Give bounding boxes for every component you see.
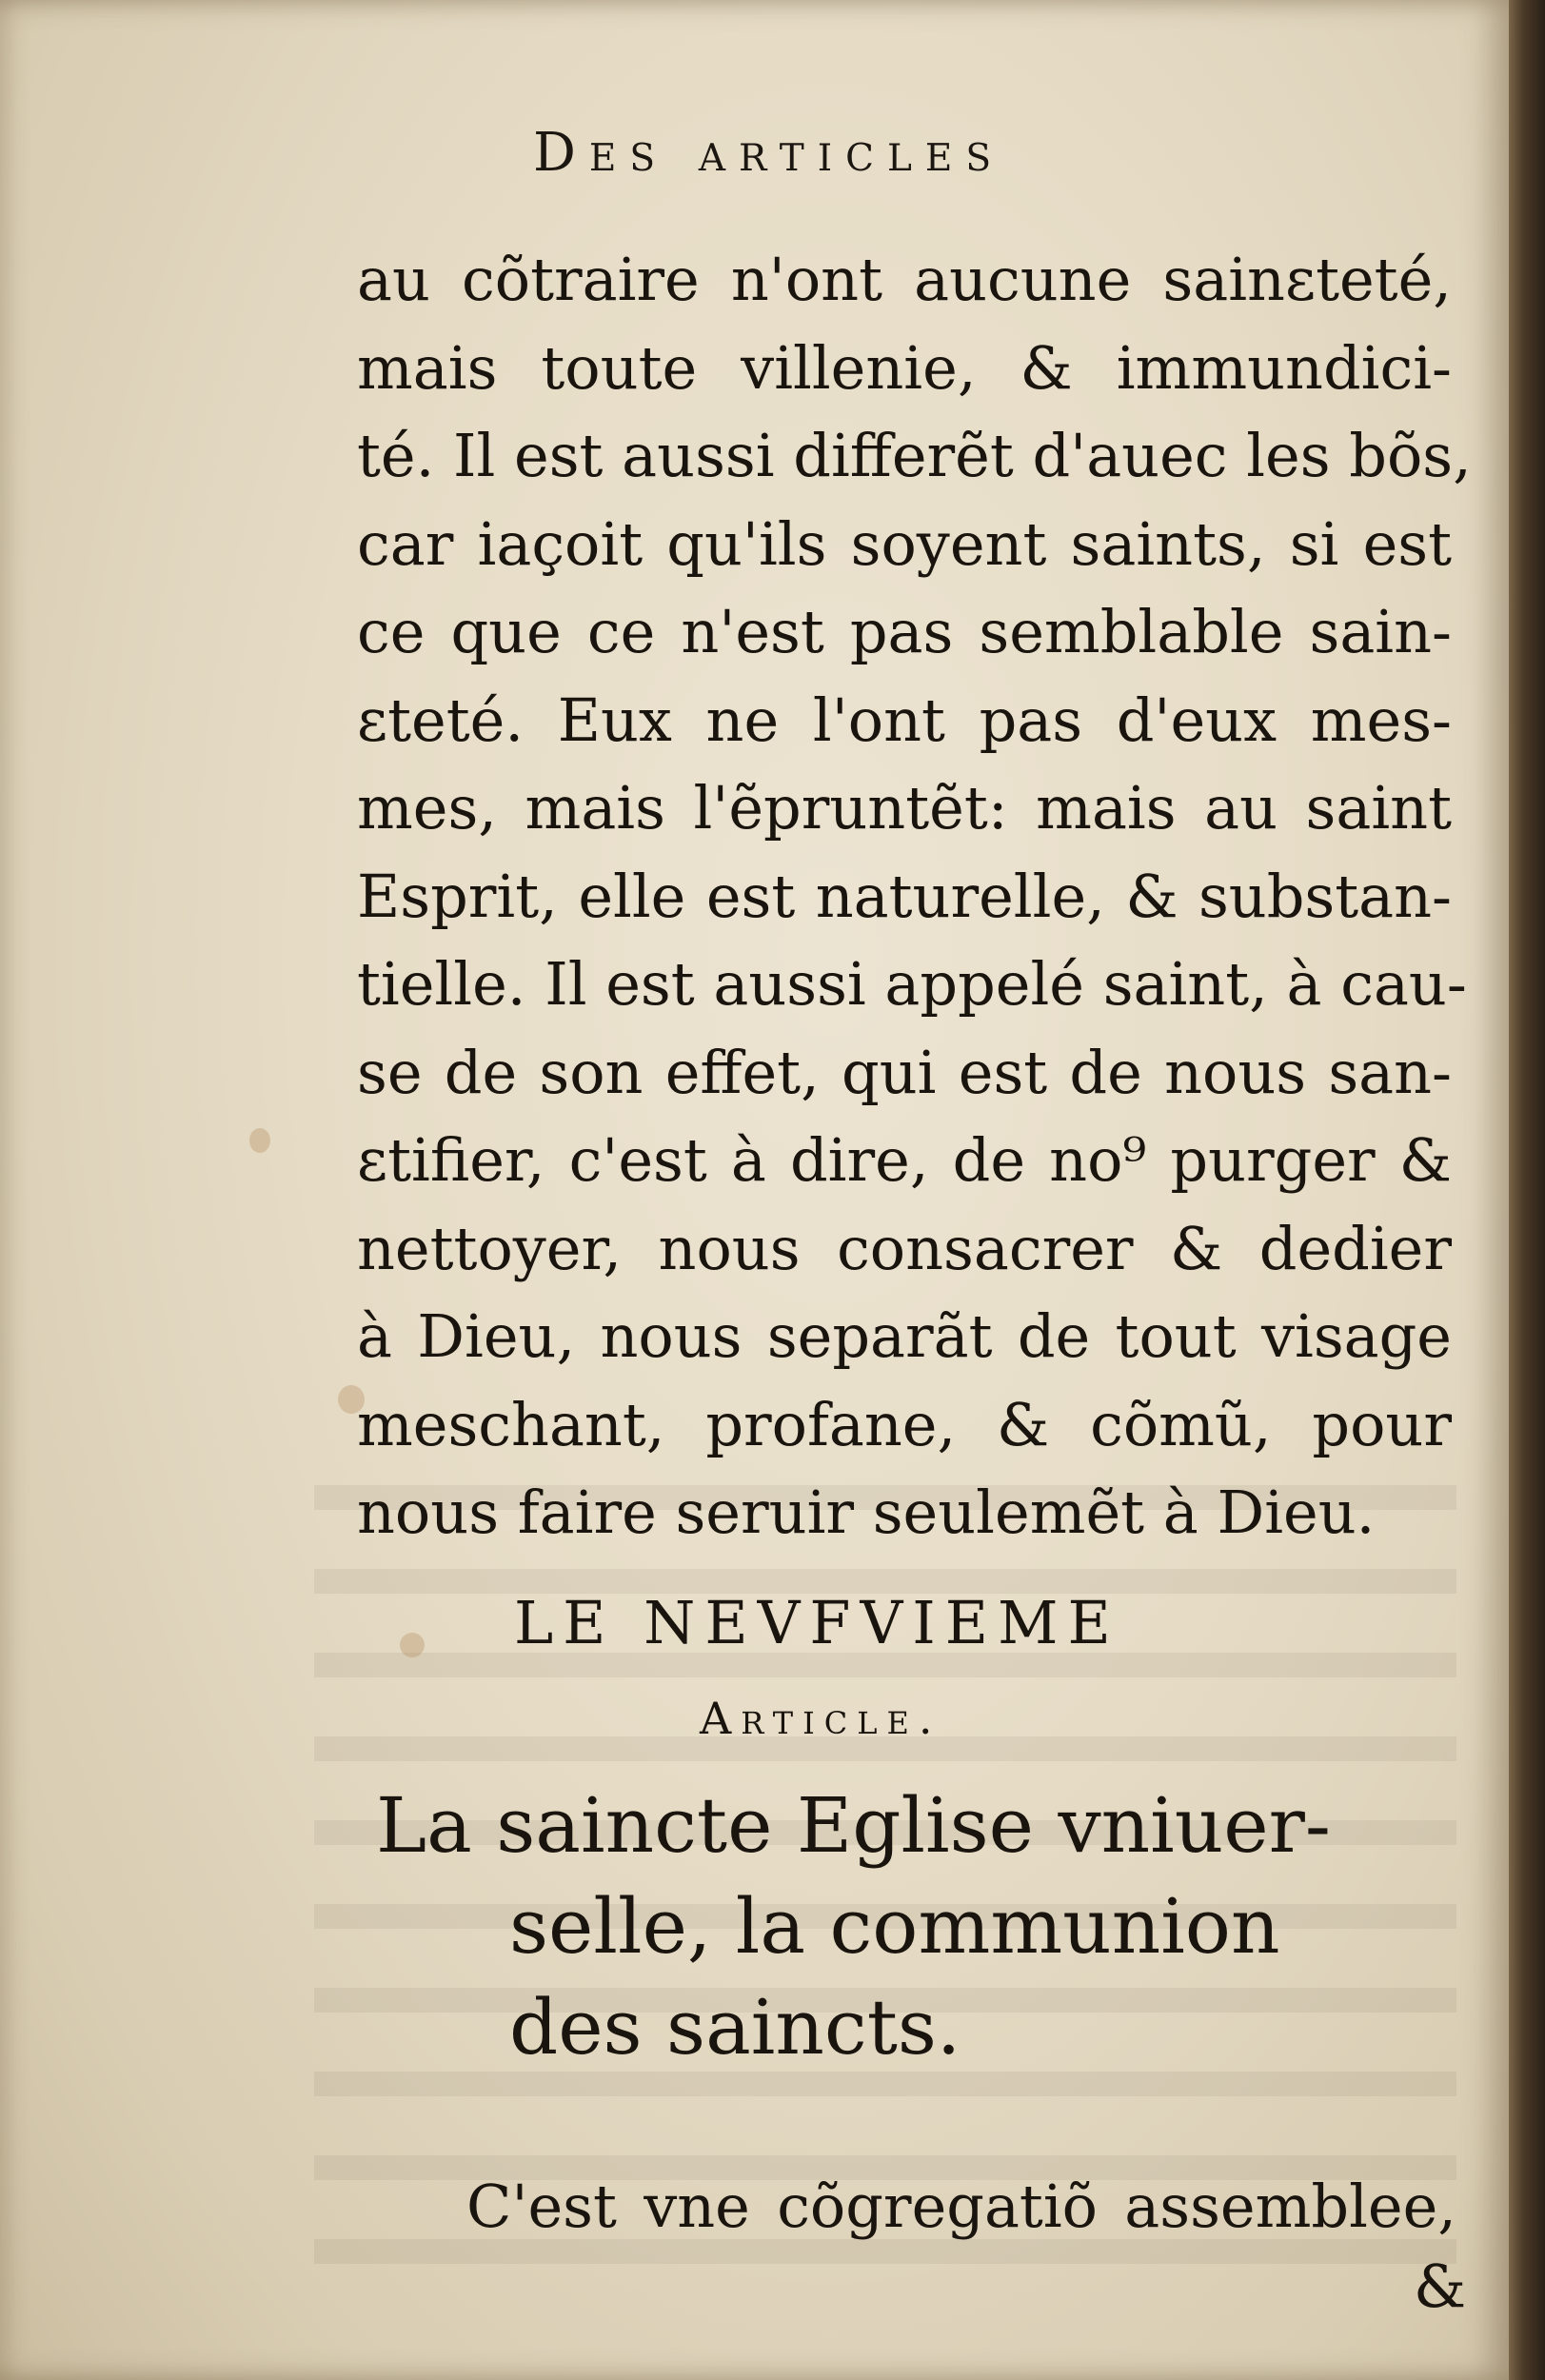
book-gutter bbox=[1509, 0, 1545, 2380]
text-line: mes, mais l'ẽpruntẽt: mais au saint bbox=[357, 773, 1452, 843]
text-line: nous faire seruir seulemẽt à Dieu. bbox=[357, 1478, 1376, 1547]
text-line: Esprit, elle est naturelle, & substan- bbox=[357, 861, 1452, 931]
creed-line: selle, la communion bbox=[509, 1882, 1280, 1971]
text-line: tielle. Il est aussi appelé saint, à cau- bbox=[357, 949, 1467, 1019]
article-heading: LE NEVFVIEME bbox=[514, 1588, 1120, 1657]
creed-line: La saincte Eglise vniuer- bbox=[376, 1781, 1331, 1870]
running-head: Des articles bbox=[533, 122, 1005, 184]
foxing-spot bbox=[400, 1633, 425, 1657]
text-line: car iaçoit qu'ils soyent saints, si est bbox=[357, 508, 1452, 579]
text-line: mais toute villenie, & immundici- bbox=[357, 332, 1452, 403]
text-line: se de son effet, qui est de nous san- bbox=[357, 1037, 1452, 1107]
text-line: ce que ce n'est pas semblable sain- bbox=[357, 597, 1452, 666]
text-line: ɛtifier, c'est à dire, de no⁹ purger & bbox=[357, 1125, 1452, 1195]
foxing-spot bbox=[249, 1128, 270, 1153]
text-line: té. Il est aussi differẽt d'auec les bõs, bbox=[357, 421, 1472, 490]
catchword: & bbox=[1414, 2251, 1467, 2321]
text-line: nettoyer, nous consacrer & dedier bbox=[357, 1213, 1452, 1283]
text-line: meschant, profane, & cõmũ, pour bbox=[357, 1389, 1452, 1459]
article-subheading: Article. bbox=[700, 1693, 942, 1744]
text-line: au cõtraire n'ont aucune sainɛteté, bbox=[357, 245, 1452, 314]
text-line: à Dieu, nous separãt de tout visage bbox=[357, 1301, 1452, 1371]
creed-line: des saincts. bbox=[509, 1983, 961, 2072]
text-line: C'est vne cõgregatiõ assemblee, bbox=[466, 2172, 1456, 2241]
text-line: ɛteté. Eux ne l'ont pas d'eux mes- bbox=[357, 684, 1452, 755]
creed-text bbox=[376, 1775, 1461, 2078]
body-text bbox=[357, 236, 1472, 1557]
